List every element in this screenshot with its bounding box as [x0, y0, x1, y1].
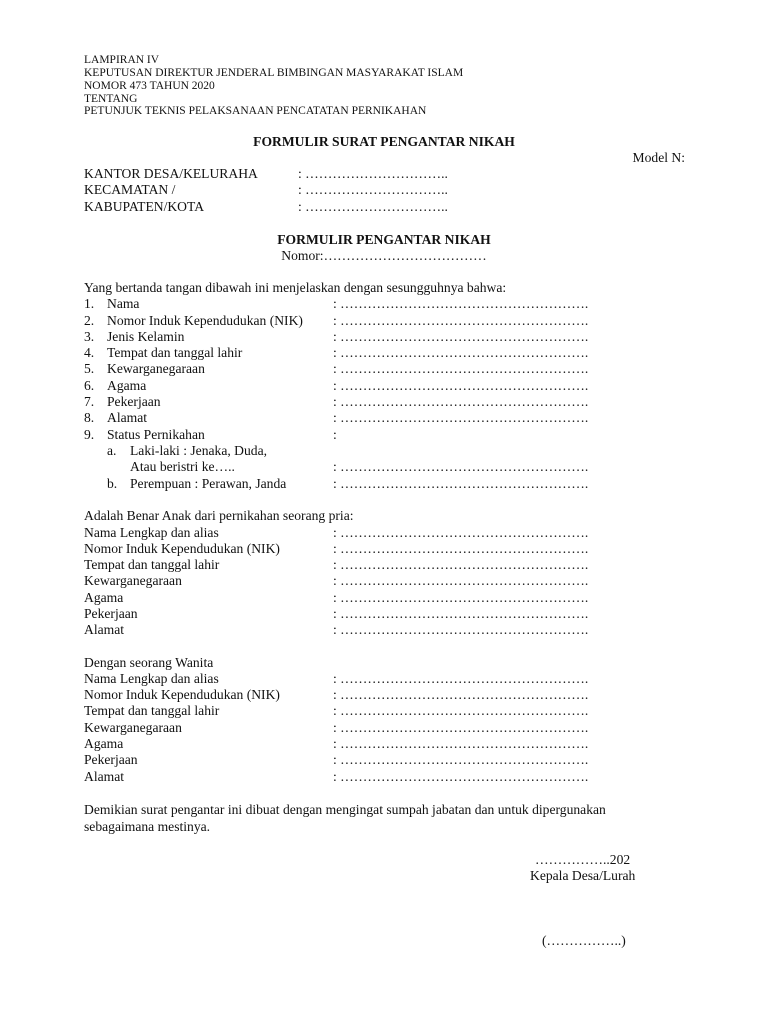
status-option-male-line2: Atau beristri ke….. — [130, 459, 235, 474]
intro-text: Yang bertanda tangan dibawah ini menjelaskan dengan sesungguhnya bahwa: — [84, 280, 507, 295]
mother-field-label: Nomor Induk Kependudukan (NIK) — [84, 687, 280, 702]
field-num: 3. — [84, 329, 95, 344]
status-option-letter: b. — [107, 476, 118, 491]
field-num: 9. — [84, 427, 95, 442]
father-field-label: Alamat — [84, 622, 125, 637]
field-label-nama: Nama — [107, 296, 140, 311]
model-label: Model N: — [632, 150, 685, 165]
kabupaten-value: : ………………………….. — [298, 199, 448, 214]
father-field-fill: : ………………………………………………. — [333, 622, 589, 637]
tentang-text: TENTANG — [84, 93, 138, 105]
field-label-status: Status Pernikahan — [107, 427, 205, 442]
field-fill-nama: : ………………………………………………. — [333, 296, 589, 311]
field-num: 1. — [84, 296, 95, 311]
field-label-agama: Agama — [107, 378, 147, 393]
field-label-pekerjaan: Pekerjaan — [107, 394, 161, 409]
field-fill-pekerjaan: : ………………………………………………. — [333, 394, 589, 409]
field-fill-status-female: : ………………………………………………. — [333, 476, 589, 491]
field-num: 6. — [84, 378, 95, 393]
father-field-fill: : ………………………………………………. — [333, 557, 589, 572]
field-num: 2. — [84, 313, 95, 328]
field-label-nik: Nomor Induk Kependudukan (NIK) — [107, 313, 303, 328]
kabupaten-label: KABUPATEN/KOTA — [84, 199, 205, 214]
mother-field-label: Alamat — [84, 769, 125, 784]
lampiran-text: LAMPIRAN IV — [84, 54, 160, 66]
field-colon-status: : — [333, 427, 337, 442]
kecamatan-value: : ………………………….. — [298, 182, 448, 197]
field-fill-kewarganegaraan: : ………………………………………………. — [333, 361, 589, 376]
form-subtitle: FORMULIR PENGANTAR NIKAH — [277, 232, 491, 247]
father-field-label: Kewarganegaraan — [84, 573, 182, 588]
field-fill-alamat: : ………………………………………………. — [333, 410, 589, 425]
signer-name: (……………..) — [542, 933, 626, 948]
signer-title: Kepala Desa/Lurah — [530, 868, 636, 883]
mother-field-fill: : ………………………………………………. — [333, 736, 589, 751]
mother-heading: Dengan seorang Wanita — [84, 655, 214, 670]
father-field-fill: : ………………………………………………. — [333, 541, 589, 556]
date-line: ……………..202 — [535, 852, 631, 867]
field-num: 8. — [84, 410, 95, 425]
father-field-fill: : ………………………………………………. — [333, 525, 589, 540]
father-field-fill: : ………………………………………………. — [333, 606, 589, 621]
page-title: FORMULIR SURAT PENGANTAR NIKAH — [253, 134, 515, 149]
mother-field-fill: : ………………………………………………. — [333, 720, 589, 735]
father-field-label: Tempat dan tanggal lahir — [84, 557, 220, 572]
field-fill-agama: : ………………………………………………. — [333, 378, 589, 393]
father-heading: Adalah Benar Anak dari pernikahan seorang pria: — [84, 508, 354, 523]
father-field-label: Nomor Induk Kependudukan (NIK) — [84, 541, 280, 556]
closing-text: Demikian surat pengantar ini dibuat dengan mengingat sumpah jabatan dan untuk dipergunakan — [84, 802, 606, 817]
mother-field-fill: : ………………………………………………. — [333, 769, 589, 784]
status-option-letter: a. — [107, 443, 117, 458]
father-field-label: Nama Lengkap dan alias — [84, 525, 219, 540]
desa-label: KANTOR DESA/KELURAHA — [84, 166, 258, 181]
form-number: Nomor:……………………………… — [281, 248, 487, 263]
father-field-label: Pekerjaan — [84, 606, 138, 621]
field-fill-ttl: : ………………………………………………. — [333, 345, 589, 360]
kecamatan-label: KECAMATAN / — [84, 182, 176, 197]
closing-text-cont: sebagaimana mestinya. — [84, 819, 211, 834]
mother-field-label: Pekerjaan — [84, 752, 138, 767]
field-label-ttl: Tempat dan tanggal lahir — [107, 345, 243, 360]
field-fill-jenis-kelamin: : ………………………………………………. — [333, 329, 589, 344]
field-fill-nik: : ………………………………………………. — [333, 313, 589, 328]
perihal-text: PETUNJUK TEKNIS PELAKSANAAN PENCATATAN PERNIKAHAN — [84, 105, 427, 117]
mother-field-fill: : ………………………………………………. — [333, 687, 589, 702]
field-num: 5. — [84, 361, 95, 376]
field-num: 7. — [84, 394, 95, 409]
father-field-label: Agama — [84, 590, 124, 605]
father-field-fill: : ………………………………………………. — [333, 573, 589, 588]
nomor-keputusan-text: NOMOR 473 TAHUN 2020 — [84, 80, 215, 92]
status-option-male-line1: Laki-laki : Jenaka, Duda, — [130, 443, 268, 458]
mother-field-label: Agama — [84, 736, 124, 751]
field-num: 4. — [84, 345, 95, 360]
status-option-female: Perempuan : Perawan, Janda — [130, 476, 287, 491]
field-fill-status-male: : ………………………………………………. — [333, 459, 589, 474]
mother-field-fill: : ………………………………………………. — [333, 671, 589, 686]
mother-field-label: Nama Lengkap dan alias — [84, 671, 219, 686]
desa-value: : ………………………….. — [298, 166, 448, 181]
field-label-alamat: Alamat — [107, 410, 148, 425]
father-field-fill: : ………………………………………………. — [333, 590, 589, 605]
mother-field-fill: : ………………………………………………. — [333, 703, 589, 718]
mother-field-label: Tempat dan tanggal lahir — [84, 703, 220, 718]
field-label-kewarganegaraan: Kewarganegaraan — [107, 361, 205, 376]
keputusan-text: KEPUTUSAN DIREKTUR JENDERAL BIMBINGAN MASYARAKAT ISLAM — [84, 67, 464, 79]
field-label-jenis-kelamin: Jenis Kelamin — [107, 329, 185, 344]
mother-field-fill: : ………………………………………………. — [333, 752, 589, 767]
mother-field-label: Kewarganegaraan — [84, 720, 182, 735]
